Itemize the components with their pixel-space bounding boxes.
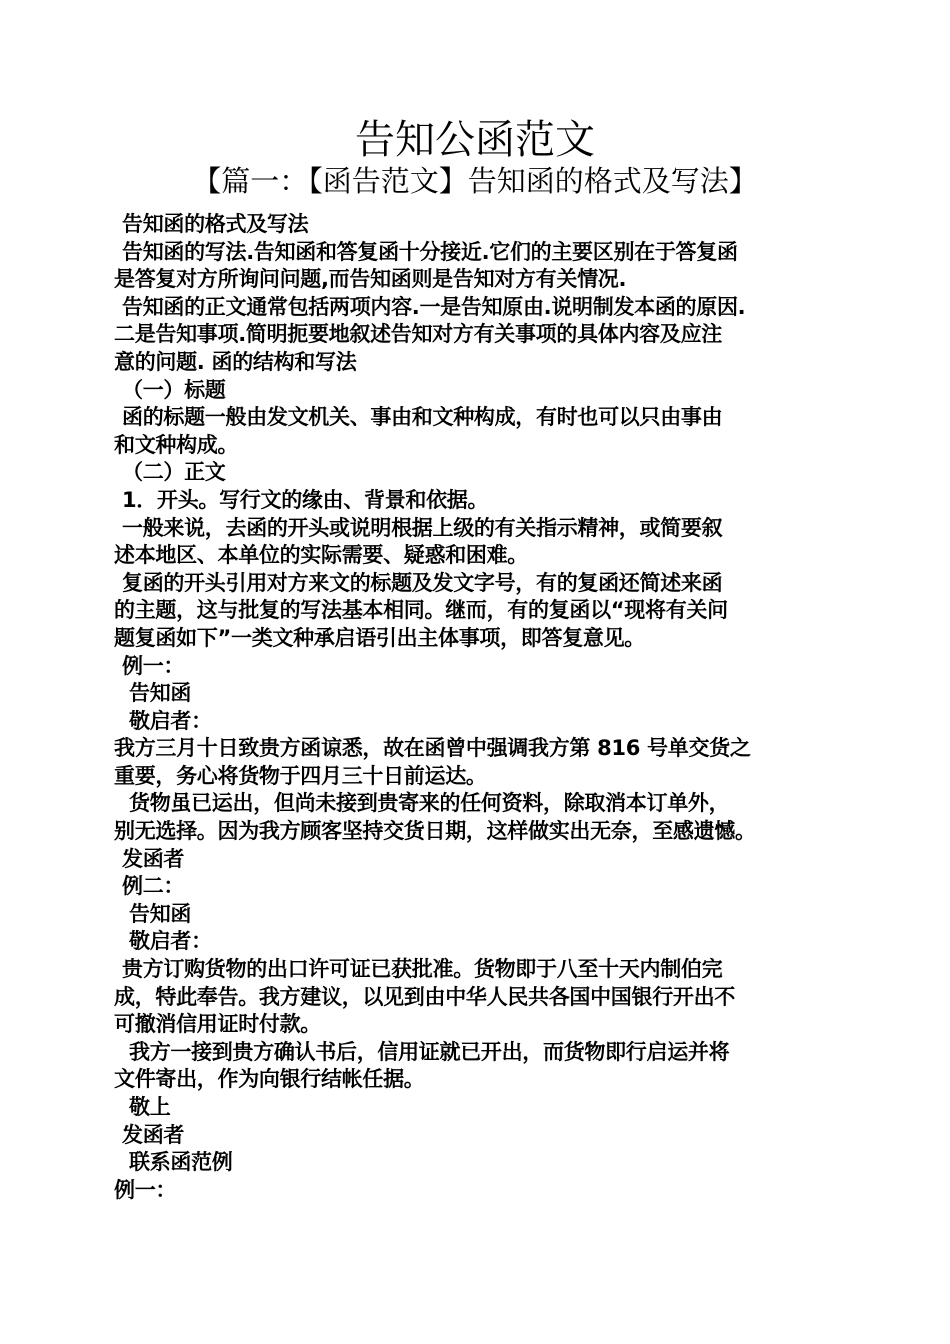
subsection-heading: （一）标题 bbox=[122, 377, 226, 402]
example-label: 例一： bbox=[122, 653, 185, 678]
example-label: 例二： bbox=[122, 874, 185, 899]
paragraph-line: 别无选择。因为我方顾客坚持交货日期，这样做实出无奈，至感遗憾。 bbox=[114, 819, 756, 844]
paragraph-line: 一般来说，去函的开头或说明根据上级的有关指示精神，或简要叙 bbox=[122, 515, 723, 540]
paragraph-line: 告知函的正文通常包括两项内容.一是告知原由.说明制发本函的原因. bbox=[122, 294, 746, 319]
paragraph-line: 和文种构成。 bbox=[114, 432, 239, 457]
subsection-heading: （二）正文 bbox=[122, 460, 226, 485]
paragraph-line: 是答复对方所询问问题,而告知函则是告知对方有关情况. bbox=[114, 267, 627, 292]
letter-title: 告知函 bbox=[129, 681, 192, 706]
document-body bbox=[114, 211, 854, 1204]
paragraph-line: 我方一接到贵方确认书后，信用证就已开出，而货物即行启运并将 bbox=[129, 1039, 730, 1064]
paragraph-line: 可撤消信用证时付款。 bbox=[114, 1012, 321, 1037]
letter-sender: 发函者 bbox=[122, 846, 185, 871]
paragraph-line: 述本地区、本单位的实际需要、疑惑和困难。 bbox=[114, 543, 528, 568]
paragraph-line: 复函的开头引用对方来文的标题及发文字号，有的复函还简述来函 bbox=[122, 570, 723, 595]
paragraph-line: 货物虽已运出，但尚未接到贵寄来的任何资料，除取消本订单外， bbox=[129, 791, 730, 816]
paragraph-line: 二是告知事项.简明扼要地叙述告知对方有关事项的具体内容及应注 bbox=[114, 322, 722, 347]
section-heading: 告知函的格式及写法 bbox=[122, 212, 309, 236]
paragraph-line: 重要，务心将货物于四月三十日前运达。 bbox=[114, 763, 487, 788]
page-subtitle: 【篇一：【函告范文】告知函的格式及写法】 bbox=[192, 164, 758, 198]
letter-salutation: 敬启者： bbox=[129, 929, 212, 954]
example-label: 例一： bbox=[114, 1177, 177, 1202]
letter-title: 告知函 bbox=[129, 901, 192, 926]
paragraph-line: 我方三月十日致贵方函谅悉，故在函曾中强调我方第 816 号单交货之 bbox=[114, 736, 751, 761]
letter-closing: 敬上 bbox=[129, 1095, 171, 1119]
paragraph-line: 告知函的写法.告知函和答复函十分接近.它们的主要区别在于答复函 bbox=[122, 239, 738, 264]
letter-salutation: 敬启者： bbox=[129, 708, 212, 733]
paragraph-line: 成，特此奉告。我方建议，以见到由中华人民共各国中国银行开出不 bbox=[114, 984, 735, 1009]
paragraph-line: 贵方订购货物的出口许可证已获批准。货物即于八至十天内制伯完 bbox=[122, 957, 723, 982]
letter-sender: 发函者 bbox=[122, 1122, 185, 1147]
paragraph-line: 函的标题一般由发文机关、事由和文种构成，有时也可以只由事由 bbox=[122, 405, 723, 430]
page-title: 告知公函范文 bbox=[355, 117, 595, 163]
paragraph-line: 的主题，这与批复的写法基本相同。继而，有的复函以“现将有关问 bbox=[114, 598, 728, 623]
paragraph-line: 意的问题. 函的结构和写法 bbox=[114, 349, 357, 374]
paragraph-line: 题复函如下”一类文种承启语引出主体事项，即答复意见。 bbox=[114, 625, 645, 650]
paragraph-line: 文件寄出，作为向银行结帐任据。 bbox=[114, 1067, 425, 1092]
paragraph-line: 1．开头。写行文的缘由、背景和依据。 bbox=[122, 487, 489, 512]
section-heading: 联系函范例 bbox=[129, 1150, 233, 1175]
